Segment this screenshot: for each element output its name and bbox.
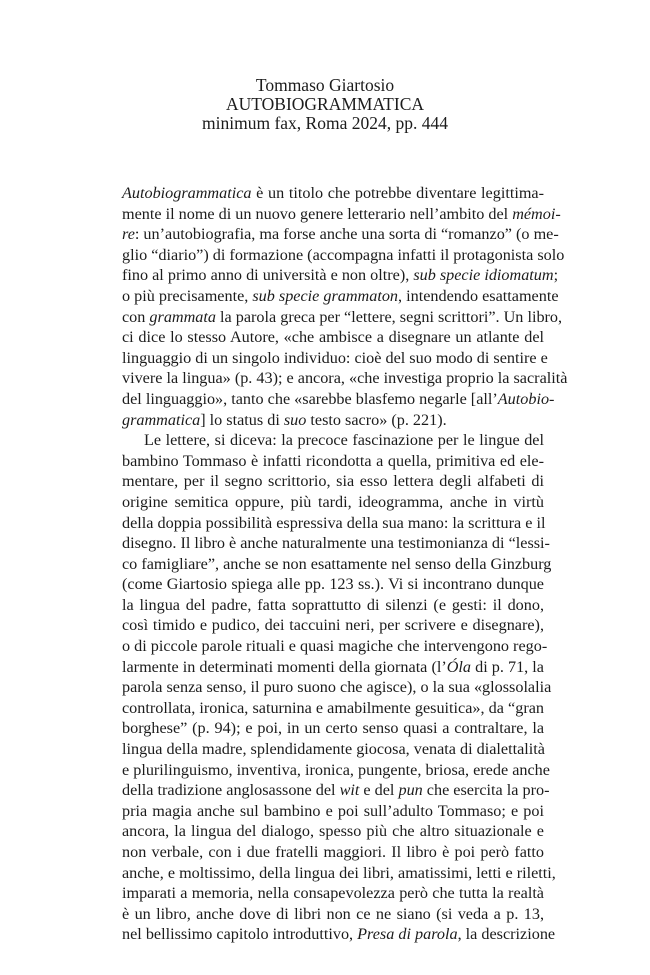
text-line	[122, 492, 544, 513]
text-span: e plurilinguismo, inventiva, ironica, pungente, briosa, erede anche	[122, 760, 550, 779]
text-span: ;	[553, 266, 559, 285]
text-span: disegno. Il libro è anche naturalmente una testimonianza di “lessi-	[122, 534, 550, 553]
text-span: e del	[359, 781, 399, 800]
text-line	[122, 389, 555, 410]
italic-text: re	[122, 225, 135, 244]
text-span: testo sacro» (p. 221).	[306, 410, 447, 429]
text-line	[122, 204, 561, 225]
text-line	[122, 533, 550, 554]
text-line	[122, 471, 544, 492]
text-span: nel bellissimo capitolo introduttivo,	[122, 925, 358, 944]
text-span: mente il nome di un nuovo genere letterario nell’ambito del	[122, 204, 513, 223]
text-span: imparati a memoria, nella consapevolezza però che tutta la realtà	[122, 884, 544, 903]
text-span: che esercita la pro-	[422, 781, 550, 800]
text-line	[122, 265, 559, 286]
italic-text: grammatica	[122, 410, 201, 429]
text-span: vivere la lingua» (p. 43); e ancora, «che investiga proprio la sacralità	[122, 369, 568, 388]
text-span: bambino Tommaso è infatti ricondotta a quella, primitiva ed ele-	[122, 451, 544, 470]
text-line	[122, 513, 544, 534]
text-span: la lingua del padre, fatta soprattutto di silenzi (e gesti: il dono,	[122, 595, 544, 614]
text-span: con	[122, 307, 150, 326]
text-line	[122, 368, 568, 389]
text-span: borghese” (p. 94); e poi, in un certo senso quasi a contraltare, la	[122, 719, 544, 738]
text-span: così timido e pudico, dei taccuini neri, per scrivere e disegnare),	[122, 616, 544, 635]
text-line	[122, 657, 544, 678]
text-span: del linguaggio», tanto che «sarebbe blasfemo negarle [all’	[122, 389, 498, 408]
italic-text: sub specie grammaton	[252, 286, 399, 305]
text-span: , intendendo esattamente	[398, 286, 559, 305]
text-span: Le lettere, si diceva: la precoce fascinazione per le lingue del	[144, 431, 544, 450]
text-span: non verbale, con i due fratelli maggiori. Il libro è poi però fatto	[122, 843, 544, 861]
text-line	[122, 554, 552, 575]
text-line	[122, 307, 563, 328]
italic-text: Óla	[446, 657, 472, 676]
text-span: è un libro, anche dove di libri non ce ne siano (si veda a p. 13,	[122, 904, 544, 923]
text-line	[122, 286, 559, 307]
text-span: origine semitica oppure, più tardi, ideogramma, anche in virtù	[122, 492, 544, 511]
text-span: ] lo status di	[200, 410, 284, 429]
italic-text: sub specie idiomatum	[413, 266, 554, 285]
book-author: Tommaso Giartosio	[255, 75, 395, 95]
text-line	[122, 595, 544, 616]
text-line	[122, 698, 544, 719]
text-line	[122, 904, 544, 925]
text-span: ancora, la lingua del dialogo, spesso più che altro situazionale e	[122, 822, 544, 841]
book-header	[0, 76, 650, 133]
italic-text: Presa di parola	[357, 925, 458, 944]
text-span: di p. 71, la	[471, 657, 544, 676]
text-line	[122, 718, 544, 739]
review-body	[122, 183, 568, 945]
text-span: , la descrizione	[457, 925, 556, 944]
text-line	[122, 327, 544, 348]
paragraph	[122, 430, 556, 945]
text-span: o più precisamente,	[122, 286, 253, 305]
text-line	[122, 883, 544, 904]
text-line	[122, 224, 559, 245]
text-span: lingua della madre, splendidamente giocosa, venata di dialettalità	[122, 740, 545, 759]
text-line	[122, 760, 550, 781]
text-line	[122, 245, 565, 266]
italic-text: pun	[398, 781, 423, 800]
text-span: parola senza senso, il puro suono che agisce), o la sua «glossolalia	[122, 678, 552, 697]
text-line	[122, 842, 544, 863]
text-span: della tradizione anglosassone del	[122, 781, 340, 800]
text-span: della doppia possibilità espressiva della sua mano: la scrittura e il	[122, 513, 546, 532]
text-span: glio “diario”) di formazione (accompagna infatti il protagonista solo	[122, 245, 565, 264]
text-span: o di piccole parole rituali e quasi magiche che intervengono rego-	[122, 637, 548, 656]
italic-text: mémoi-	[512, 204, 561, 223]
text-span: pria magia anche sul bambino e poi sull’adulto Tommaso; e poi	[122, 801, 544, 820]
italic-text: Autobio-	[497, 389, 555, 408]
text-line	[122, 636, 548, 657]
text-line	[122, 739, 544, 760]
text-span: larmente in determinati momenti della giornata (l’	[122, 657, 447, 676]
text-span: linguaggio di un singolo individuo: cioè del suo modo di sentire e	[122, 348, 548, 367]
text-span: controllata, ironica, saturnina e amabilmente gesuitica», da “gran	[122, 698, 544, 717]
italic-text: grammata	[149, 307, 216, 326]
text-line	[122, 615, 544, 636]
text-span: mentare, per il segno scrittorio, sia esso lettera degli alfabeti di	[122, 472, 544, 491]
text-span: fino al primo anno di università e non oltre),	[122, 266, 414, 285]
text-span: : un’autobiografia, ma forse anche una sorta di “romanzo” (o me-	[134, 225, 559, 244]
text-line	[122, 451, 544, 472]
italic-text: suo	[283, 410, 307, 429]
text-span: ci dice lo stesso Autore, «che ambisce a disegnare un atlante del	[122, 328, 544, 347]
paragraph	[122, 183, 568, 430]
text-span: co famigliare”, anche se non esattamente nel senso della Ginzburg	[122, 554, 552, 573]
text-line	[122, 863, 556, 884]
italic-text: wit	[339, 781, 360, 800]
text-line	[122, 677, 552, 698]
text-span: anche, e moltissimo, della lingua dei libri, amatissimi, letti e riletti,	[122, 863, 556, 882]
text-span: la parola greca per “lettere, segni scrittori”. Un libro,	[215, 307, 563, 326]
text-line	[122, 574, 544, 595]
publication-info: minimum fax, Roma 2024, pp. 444	[202, 113, 448, 133]
text-span: è un titolo che potrebbe diventare legittima-	[251, 184, 544, 202]
book-title: AUTOBIOGRAMMATICA	[225, 94, 425, 114]
text-span: (come Giartosio spiega alle pp. 123 ss.). Vi si incontrano dunque	[122, 575, 544, 594]
text-line	[122, 780, 550, 801]
text-line	[122, 348, 548, 369]
text-line	[122, 410, 544, 431]
text-line	[122, 924, 556, 945]
text-line	[122, 430, 544, 451]
text-line	[122, 183, 544, 204]
text-line	[122, 821, 544, 842]
italic-text: Autobiogrammatica	[122, 184, 252, 202]
text-line	[122, 801, 544, 822]
